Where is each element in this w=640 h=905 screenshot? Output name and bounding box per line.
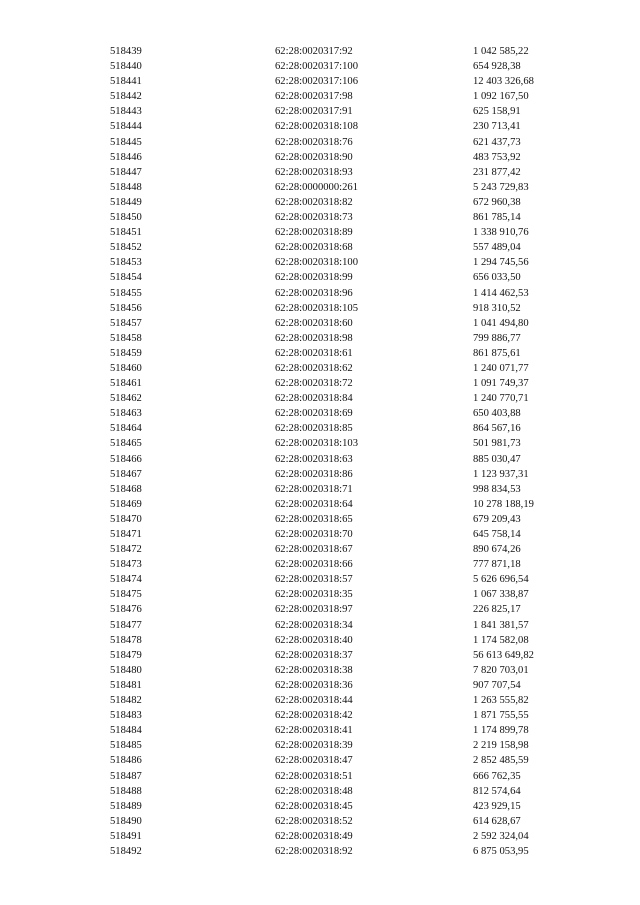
cadastral-number-cell: 62:28:0020318:85	[275, 423, 353, 435]
cadastral-value-cell: 1 123 937,31	[473, 468, 529, 480]
cadastral-number-cell: 62:28:0020318:62	[275, 362, 353, 374]
row-number-cell: 518486	[110, 755, 142, 767]
row-number-cell: 518478	[110, 634, 142, 646]
row-number-cell: 518447	[110, 166, 142, 178]
cadastral-number-cell: 62:28:0020318:44	[275, 695, 353, 707]
table-row	[0, 270, 640, 285]
cadastral-value-cell: 777 871,18	[473, 559, 521, 571]
table-row	[0, 799, 640, 814]
table-row	[0, 376, 640, 391]
row-number-cell: 518468	[110, 483, 142, 495]
cadastral-number-cell: 62:28:0020318:99	[275, 272, 353, 284]
cadastral-number-cell: 62:28:0020318:67	[275, 544, 353, 556]
row-number-cell: 518465	[110, 438, 142, 450]
cadastral-value-cell: 10 278 188,19	[473, 498, 534, 510]
cadastral-value-cell: 666 762,35	[473, 770, 521, 782]
cadastral-value-cell: 1 841 381,57	[473, 619, 529, 631]
row-number-cell: 518460	[110, 362, 142, 374]
table-row	[0, 633, 640, 648]
table-row	[0, 180, 640, 195]
cadastral-value-cell: 231 877,42	[473, 166, 521, 178]
cadastral-number-cell: 62:28:0020318:90	[275, 151, 353, 163]
cadastral-value-cell: 56 613 649,82	[473, 649, 534, 661]
row-number-cell: 518440	[110, 61, 142, 73]
cadastral-value-cell: 614 628,67	[473, 815, 521, 827]
cadastral-value-cell: 864 567,16	[473, 423, 521, 435]
cadastral-value-cell: 654 928,38	[473, 61, 521, 73]
table-row	[0, 467, 640, 482]
cadastral-value-cell: 861 875,61	[473, 347, 521, 359]
row-number-cell: 518444	[110, 121, 142, 133]
cadastral-value-cell: 1 263 555,82	[473, 695, 529, 707]
cadastral-number-cell: 62:28:0020318:64	[275, 498, 353, 510]
row-number-cell: 518488	[110, 785, 142, 797]
cadastral-number-cell: 62:28:0020318:82	[275, 196, 353, 208]
row-number-cell: 518492	[110, 845, 142, 857]
cadastral-value-cell: 7 820 703,01	[473, 664, 529, 676]
cadastral-value-cell: 2 219 158,98	[473, 740, 529, 752]
table-row	[0, 195, 640, 210]
row-number-cell: 518487	[110, 770, 142, 782]
cadastral-value-cell: 645 758,14	[473, 529, 521, 540]
cadastral-value-cell: 799 886,77	[473, 332, 521, 344]
row-number-cell: 518457	[110, 317, 142, 329]
cadastral-number-cell: 62:28:0020318:35	[275, 589, 353, 601]
table-row	[0, 452, 640, 467]
table-row	[0, 497, 640, 512]
table-row	[0, 769, 640, 784]
cadastral-value-cell: 1 174 582,08	[473, 634, 529, 646]
cadastral-value-cell: 1 174 899,78	[473, 725, 529, 737]
table-row	[0, 119, 640, 134]
cadastral-number-cell: 62:28:0020318:61	[275, 347, 353, 359]
row-number-cell: 518489	[110, 800, 142, 812]
row-number-cell: 518456	[110, 302, 142, 314]
cadastral-number-cell: 62:28:0020318:93	[275, 166, 353, 178]
cadastral-value-cell: 1 240 071,77	[473, 362, 529, 374]
row-number-cell: 518459	[110, 347, 142, 359]
row-number-cell: 518452	[110, 242, 142, 254]
table-row	[0, 557, 640, 572]
cadastral-number-cell: 62:28:0000000:261	[275, 181, 358, 193]
table-row	[0, 150, 640, 165]
cadastral-number-cell: 62:28:0020318:76	[275, 136, 353, 148]
table-row	[0, 512, 640, 527]
row-number-cell: 518472	[110, 544, 142, 556]
table-row	[0, 678, 640, 693]
table-row	[0, 74, 640, 89]
cadastral-number-cell: 62:28:0020317:100	[275, 61, 358, 73]
cadastral-value-cell: 557 489,04	[473, 242, 521, 254]
cadastral-value-cell: 1 871 755,55	[473, 710, 529, 722]
row-number-cell: 518481	[110, 679, 142, 691]
cadastral-number-cell: 62:28:0020318:38	[275, 664, 353, 676]
cadastral-value-table	[0, 44, 640, 859]
cadastral-number-cell: 62:28:0020318:65	[275, 513, 353, 525]
table-row	[0, 527, 640, 542]
table-row	[0, 44, 640, 59]
row-number-cell: 518480	[110, 664, 142, 676]
row-number-cell: 518462	[110, 393, 142, 405]
row-number-cell: 518482	[110, 695, 142, 707]
cadastral-value-cell: 1 414 462,53	[473, 287, 529, 299]
table-row	[0, 723, 640, 738]
cadastral-value-cell: 12 403 326,68	[473, 76, 534, 88]
row-number-cell: 518439	[110, 46, 142, 57]
cadastral-value-cell: 1 067 338,87	[473, 589, 529, 601]
cadastral-number-cell: 62:28:0020318:37	[275, 649, 353, 661]
cadastral-value-cell: 890 674,26	[473, 544, 521, 556]
cadastral-number-cell: 62:28:0020318:69	[275, 408, 353, 420]
cadastral-value-cell: 483 753,92	[473, 151, 521, 163]
row-number-cell: 518476	[110, 604, 142, 616]
cadastral-number-cell: 62:28:0020318:60	[275, 317, 353, 329]
cadastral-number-cell: 62:28:0020318:48	[275, 785, 353, 797]
cadastral-value-cell: 226 825,17	[473, 604, 521, 616]
cadastral-number-cell: 62:28:0020318:52	[275, 815, 353, 827]
table-row	[0, 421, 640, 436]
table-row	[0, 301, 640, 316]
cadastral-number-cell: 62:28:0020318:40	[275, 634, 353, 646]
cadastral-number-cell: 62:28:0020318:47	[275, 755, 353, 767]
table-row	[0, 572, 640, 587]
cadastral-value-cell: 621 437,73	[473, 136, 521, 148]
row-number-cell: 518442	[110, 91, 142, 103]
row-number-cell: 518490	[110, 815, 142, 827]
table-row	[0, 663, 640, 678]
cadastral-number-cell: 62:28:0020318:42	[275, 710, 353, 722]
row-number-cell: 518449	[110, 196, 142, 208]
cadastral-number-cell: 62:28:0020318:68	[275, 242, 353, 254]
cadastral-number-cell: 62:28:0020318:72	[275, 378, 353, 390]
cadastral-number-cell: 62:28:0020318:73	[275, 212, 353, 224]
cadastral-number-cell: 62:28:0020318:71	[275, 483, 353, 495]
cadastral-number-cell: 62:28:0020317:92	[275, 46, 353, 57]
table-row	[0, 542, 640, 557]
cadastral-number-cell: 62:28:0020318:100	[275, 257, 358, 269]
cadastral-number-cell: 62:28:0020318:70	[275, 529, 353, 540]
cadastral-number-cell: 62:28:0020318:108	[275, 121, 358, 133]
table-row	[0, 829, 640, 844]
row-number-cell: 518491	[110, 830, 142, 842]
row-number-cell: 518485	[110, 740, 142, 752]
table-row	[0, 844, 640, 859]
cadastral-value-cell: 656 033,50	[473, 272, 521, 284]
table-row	[0, 104, 640, 119]
row-number-cell: 518471	[110, 529, 142, 540]
table-row	[0, 753, 640, 768]
cadastral-value-cell: 672 960,38	[473, 196, 521, 208]
table-row	[0, 135, 640, 150]
cadastral-number-cell: 62:28:0020318:66	[275, 559, 353, 571]
cadastral-number-cell: 62:28:0020318:63	[275, 453, 353, 465]
row-number-cell: 518451	[110, 227, 142, 239]
cadastral-number-cell: 62:28:0020318:41	[275, 725, 353, 737]
row-number-cell: 518454	[110, 272, 142, 284]
cadastral-value-cell: 1 042 585,22	[473, 46, 529, 57]
table-row	[0, 165, 640, 180]
row-number-cell: 518467	[110, 468, 142, 480]
cadastral-number-cell: 62:28:0020318:96	[275, 287, 353, 299]
cadastral-number-cell: 62:28:0020318:103	[275, 438, 358, 450]
table-row	[0, 436, 640, 451]
cadastral-number-cell: 62:28:0020318:34	[275, 619, 353, 631]
table-row	[0, 693, 640, 708]
cadastral-value-cell: 998 834,53	[473, 483, 521, 495]
row-number-cell: 518470	[110, 513, 142, 525]
table-row	[0, 784, 640, 799]
table-row	[0, 331, 640, 346]
cadastral-value-cell: 2 592 324,04	[473, 830, 529, 842]
row-number-cell: 518483	[110, 710, 142, 722]
table-row	[0, 406, 640, 421]
cadastral-value-cell: 918 310,52	[473, 302, 521, 314]
cadastral-number-cell: 62:28:0020317:106	[275, 76, 358, 88]
cadastral-number-cell: 62:28:0020318:84	[275, 393, 353, 405]
row-number-cell: 518484	[110, 725, 142, 737]
cadastral-number-cell: 62:28:0020318:36	[275, 679, 353, 691]
cadastral-number-cell: 62:28:0020317:98	[275, 91, 353, 103]
cadastral-value-cell: 625 158,91	[473, 106, 521, 118]
table-row	[0, 814, 640, 829]
cadastral-number-cell: 62:28:0020317:91	[275, 106, 353, 118]
cadastral-number-cell: 62:28:0020318:45	[275, 800, 353, 812]
cadastral-value-cell: 2 852 485,59	[473, 755, 529, 767]
cadastral-value-cell: 650 403,88	[473, 408, 521, 420]
table-row	[0, 346, 640, 361]
cadastral-number-cell: 62:28:0020318:49	[275, 830, 353, 842]
row-number-cell: 518473	[110, 559, 142, 571]
row-number-cell: 518474	[110, 574, 142, 586]
cadastral-value-cell: 501 981,73	[473, 438, 521, 450]
row-number-cell: 518443	[110, 106, 142, 118]
cadastral-value-cell: 679 209,43	[473, 513, 521, 525]
table-row	[0, 618, 640, 633]
cadastral-number-cell: 62:28:0020318:105	[275, 302, 358, 314]
table-row	[0, 316, 640, 331]
cadastral-value-cell: 1 092 167,50	[473, 91, 529, 103]
table-row	[0, 286, 640, 301]
row-number-cell: 518448	[110, 181, 142, 193]
row-number-cell: 518453	[110, 257, 142, 269]
row-number-cell: 518441	[110, 76, 142, 88]
cadastral-number-cell: 62:28:0020318:97	[275, 604, 353, 616]
row-number-cell: 518446	[110, 151, 142, 163]
table-row	[0, 240, 640, 255]
cadastral-value-cell: 230 713,41	[473, 121, 521, 133]
cadastral-value-cell: 5 626 696,54	[473, 574, 529, 586]
cadastral-value-cell: 1 294 745,56	[473, 257, 529, 269]
row-number-cell: 518445	[110, 136, 142, 148]
cadastral-value-cell: 1 041 494,80	[473, 317, 529, 329]
table-row	[0, 602, 640, 617]
cadastral-number-cell: 62:28:0020318:86	[275, 468, 353, 480]
table-row	[0, 89, 640, 104]
cadastral-value-cell: 907 707,54	[473, 679, 521, 691]
table-row	[0, 210, 640, 225]
cadastral-value-cell: 812 574,64	[473, 785, 521, 797]
row-number-cell: 518466	[110, 453, 142, 465]
table-row	[0, 391, 640, 406]
cadastral-number-cell: 62:28:0020318:51	[275, 770, 353, 782]
cadastral-value-cell: 5 243 729,83	[473, 181, 529, 193]
row-number-cell: 518464	[110, 423, 142, 435]
table-row	[0, 59, 640, 74]
cadastral-value-cell: 1 091 749,37	[473, 378, 529, 390]
row-number-cell: 518479	[110, 649, 142, 661]
cadastral-number-cell: 62:28:0020318:39	[275, 740, 353, 752]
row-number-cell: 518475	[110, 589, 142, 601]
cadastral-value-cell: 1 240 770,71	[473, 393, 529, 405]
cadastral-value-cell: 423 929,15	[473, 800, 521, 812]
cadastral-value-cell: 885 030,47	[473, 453, 521, 465]
row-number-cell: 518458	[110, 332, 142, 344]
table-row	[0, 648, 640, 663]
table-row	[0, 738, 640, 753]
table-row	[0, 708, 640, 723]
row-number-cell: 518477	[110, 619, 142, 631]
cadastral-value-cell: 861 785,14	[473, 212, 521, 224]
table-row	[0, 225, 640, 240]
table-row	[0, 482, 640, 497]
cadastral-number-cell: 62:28:0020318:57	[275, 574, 353, 586]
cadastral-value-cell: 1 338 910,76	[473, 227, 529, 239]
row-number-cell: 518463	[110, 408, 142, 420]
cadastral-number-cell: 62:28:0020318:89	[275, 227, 353, 239]
table-row	[0, 255, 640, 270]
row-number-cell: 518461	[110, 378, 142, 390]
row-number-cell: 518455	[110, 287, 142, 299]
table-row	[0, 587, 640, 602]
row-number-cell: 518469	[110, 498, 142, 510]
row-number-cell: 518450	[110, 212, 142, 224]
cadastral-number-cell: 62:28:0020318:98	[275, 332, 353, 344]
cadastral-number-cell: 62:28:0020318:92	[275, 845, 353, 857]
cadastral-value-cell: 6 875 053,95	[473, 845, 529, 857]
table-row	[0, 361, 640, 376]
